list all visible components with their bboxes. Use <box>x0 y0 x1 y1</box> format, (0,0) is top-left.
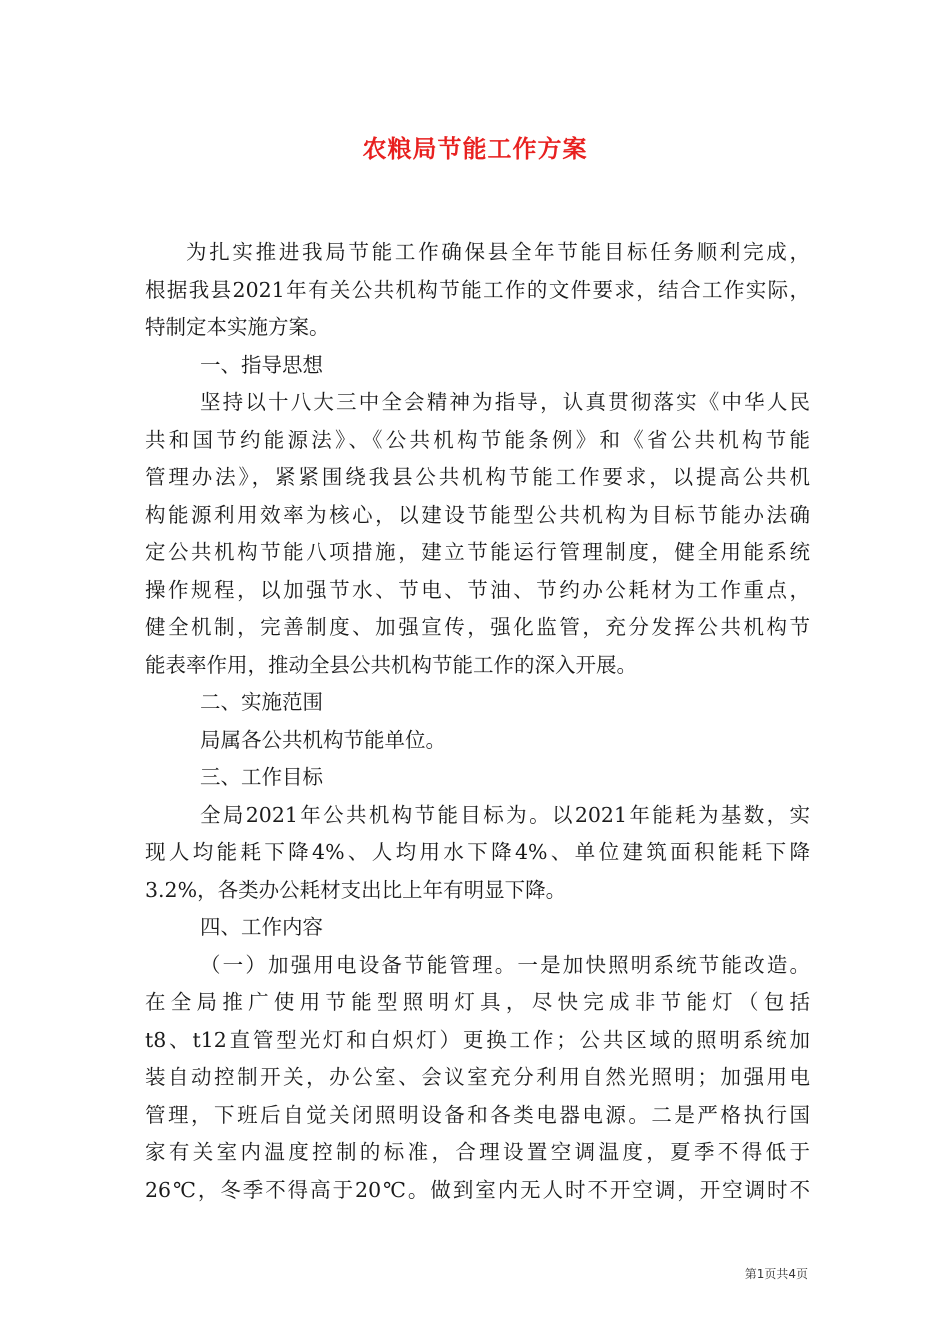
body-line: 特制定本实施方案。 <box>145 315 330 339</box>
section-heading: 四、工作内容 <box>200 915 323 939</box>
body-line: 共和国节约能源法》、《公共机构节能条例》和《省公共机构节能 <box>145 427 810 452</box>
body-line: 3.2%，各类办公耗材支出比上年有明显下降。 <box>145 877 567 902</box>
document-body <box>145 234 810 1209</box>
body-line: 构能源利用效率为核心，以建设节能型公共机构为目标节能办法确 <box>145 502 810 527</box>
body-line: 现人均能耗下降4%、人均用水下降4%、单位建筑面积能耗下降 <box>145 840 810 864</box>
body-line: 管理办法》，紧紧围绕我县公共机构节能工作要求，以提高公共机 <box>145 465 810 489</box>
body-line: 在全局推广使用节能型照明灯具，尽快完成非节能灯（包括 <box>145 990 810 1014</box>
body-line: 操作规程，以加强节水、节电、节油、节约办公耗材为工作重点， <box>145 577 810 602</box>
body-line: 坚持以十八大三中全会精神为指导，认真贯彻落实《中华人民 <box>200 390 810 414</box>
body-line: 根据我县2021年有关公共机构节能工作的文件要求，结合工作实际， <box>145 277 810 302</box>
page-number: 第1页共4页 <box>744 1267 808 1281</box>
document-title: 农粮局节能工作方案 <box>362 134 588 163</box>
body-line: 家有关室内温度控制的标准，合理设置空调温度，夏季不得低于 <box>145 1140 810 1164</box>
body-line: 定公共机构节能八项措施，建立节能运行管理制度，健全用能系统 <box>145 540 810 564</box>
body-line: 26℃，冬季不得高于20℃。做到室内无人时不开空调，开空调时不 <box>145 1177 810 1202</box>
section-heading: 二、实施范围 <box>200 690 323 714</box>
body-line: 局属各公共机构节能单位。 <box>200 727 446 752</box>
body-line: 装自动控制开关，办公室、会议室充分利用自然光照明；加强用电 <box>145 1065 810 1089</box>
body-line: 管理，下班后自觉关闭照明设备和各类电器电源。二是严格执行国 <box>145 1102 810 1127</box>
section-heading: 一、指导思想 <box>200 352 323 377</box>
body-line: t8、t12直管型光灯和白炽灯）更换工作；公共区域的照明系统加 <box>145 1027 810 1052</box>
body-line: 全局2021年公共机构节能目标为。以2021年能耗为基数，实 <box>200 802 810 827</box>
section-heading: 三、工作目标 <box>200 765 323 789</box>
body-line: 能表率作用，推动全县公共机构节能工作的深入开展。 <box>145 652 637 677</box>
body-line: 为扎实推进我局节能工作确保县全年节能目标任务顺利完成， <box>186 240 810 264</box>
body-line: 健全机制，完善制度、加强宣传，强化监管，充分发挥公共机构节 <box>145 615 810 639</box>
body-line: （一）加强用电设备节能管理。一是加快照明系统节能改造。 <box>200 952 810 977</box>
